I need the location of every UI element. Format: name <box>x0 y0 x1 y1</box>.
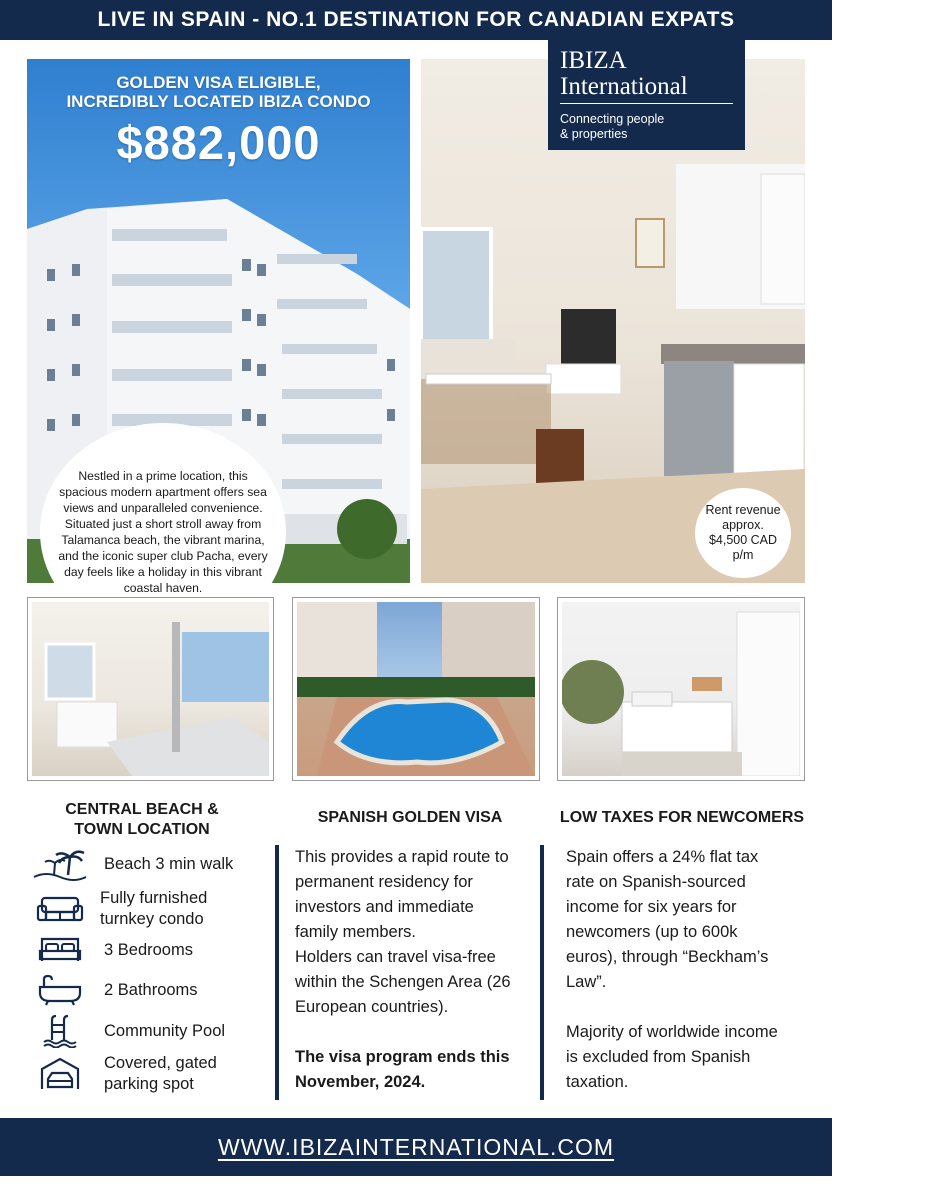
headline-line1: GOLDEN VISA ELIGIBLE, <box>116 73 321 92</box>
dining-room-photo <box>27 597 274 781</box>
rent-line3: $4,500 CAD <box>708 533 778 547</box>
taxes-line: Majority of worldwide income <box>566 1023 778 1041</box>
feature-bedrooms-line1: 3 Bedrooms <box>104 940 193 959</box>
feature-parking-text <box>104 1053 217 1095</box>
taxes-line: rate on Spanish-sourced <box>566 873 746 891</box>
logo-tagline <box>560 112 733 142</box>
dining-room-illustration <box>32 602 269 776</box>
top-banner-text: LIVE IN SPAIN - NO.1 DESTINATION FOR CANADIAN EXPATS <box>97 8 735 31</box>
feature-furnished-line1: Fully furnished <box>100 889 208 907</box>
taxes-line: is excluded from Spanish <box>566 1048 751 1066</box>
taxes-heading: LOW TAXES FOR NEWCOMERS <box>559 809 805 826</box>
golden-visa-deadline-line: November, 2024. <box>295 1073 426 1091</box>
taxes-line: Law”. <box>566 973 607 991</box>
golden-visa-body <box>295 845 540 1095</box>
sofa-icon <box>32 892 88 926</box>
rent-line2: approx. <box>722 518 764 532</box>
company-logo <box>548 40 745 150</box>
taxes-line: Spain offers a 24% flat tax <box>566 848 759 866</box>
taxes-line: newcomers (up to 600k <box>566 923 738 941</box>
feature-bathrooms-line1: 2 Bathrooms <box>104 980 198 999</box>
feature-pool-text <box>104 1021 225 1042</box>
golden-visa-line: Holders can travel visa-free <box>295 948 496 966</box>
feature-furnished-line2: turnkey condo <box>100 910 204 928</box>
top-banner <box>0 0 832 40</box>
feature-bedrooms-text <box>104 940 193 961</box>
rent-line1: Rent revenue <box>705 503 781 517</box>
beach-palm-icon <box>32 847 88 881</box>
garage-car-icon <box>32 1057 88 1091</box>
taxes-line: taxation. <box>566 1073 629 1091</box>
pool-photo <box>292 597 540 781</box>
bathtub-icon <box>32 973 88 1007</box>
column-divider-left <box>275 845 279 1100</box>
logo-tagline-line2: & properties <box>560 127 628 141</box>
golden-visa-line: within the Schengen Area (26 <box>295 973 511 991</box>
logo-tagline-line1: Connecting people <box>560 112 665 126</box>
bed-icon <box>32 933 88 967</box>
feature-beach-line1: Beach 3 min walk <box>104 854 234 873</box>
taxes-line: income for six years for <box>566 898 737 916</box>
golden-visa-line: family members. <box>295 923 417 941</box>
website-link[interactable]: WWW.IBIZAINTERNATIONAL.COM <box>217 1133 615 1160</box>
feature-bathrooms-text <box>104 980 198 1001</box>
feature-furnished <box>32 888 262 930</box>
column-divider-right <box>540 845 544 1100</box>
price: $882,000 <box>116 116 321 169</box>
golden-visa-line: investors and immediate <box>295 898 474 916</box>
golden-visa-line: This provides a rapid route to <box>295 848 509 866</box>
features-heading-line1: CENTRAL BEACH & <box>65 801 219 818</box>
golden-visa-deadline-line: The visa program ends this <box>295 1048 510 1066</box>
feature-pool <box>32 1014 262 1048</box>
bottom-banner <box>0 1118 832 1176</box>
feature-parking-line1: Covered, gated <box>104 1054 217 1072</box>
logo-text-international: International <box>560 74 733 104</box>
feature-parking <box>32 1053 262 1095</box>
golden-visa-heading: SPANISH GOLDEN VISA <box>317 809 503 826</box>
bedroom-illustration <box>562 602 800 776</box>
feature-furnished-text <box>100 888 207 930</box>
headline-line2: INCREDIBLY LOCATED IBIZA CONDO <box>66 92 371 111</box>
feature-pool-line1: Community Pool <box>104 1021 226 1040</box>
bedroom-photo <box>557 597 805 781</box>
rent-revenue-bubble <box>695 488 791 578</box>
golden-visa-line: permanent residency for <box>295 873 473 891</box>
golden-visa-line: European countries). <box>295 998 449 1016</box>
feature-bathrooms <box>32 973 262 1007</box>
taxes-body <box>566 845 816 1095</box>
feature-bedrooms <box>32 933 262 967</box>
feature-parking-line2: parking spot <box>104 1075 194 1093</box>
features-heading <box>32 800 252 840</box>
logo-text-ibiza: IBIZA <box>560 47 627 74</box>
feature-beach-text <box>104 854 233 875</box>
feature-beach <box>32 847 262 881</box>
features-heading-line2: TOWN LOCATION <box>74 821 210 838</box>
description-text: Nestled in a prime location, this spacious modern apartment offers sea views and unparalleled convenience. Situated just a short stroll away from Talamanca beach, the vibrant marina, and the iconic super club Pacha, every day feels like a holiday in this vibrant coastal haven. <box>58 469 268 595</box>
taxes-line: euros), through “Beckham’s <box>566 948 769 966</box>
pool-ladder-icon <box>32 1014 88 1048</box>
headline <box>27 73 410 111</box>
rent-line4: p/m <box>732 548 754 562</box>
pool-illustration <box>297 602 535 776</box>
